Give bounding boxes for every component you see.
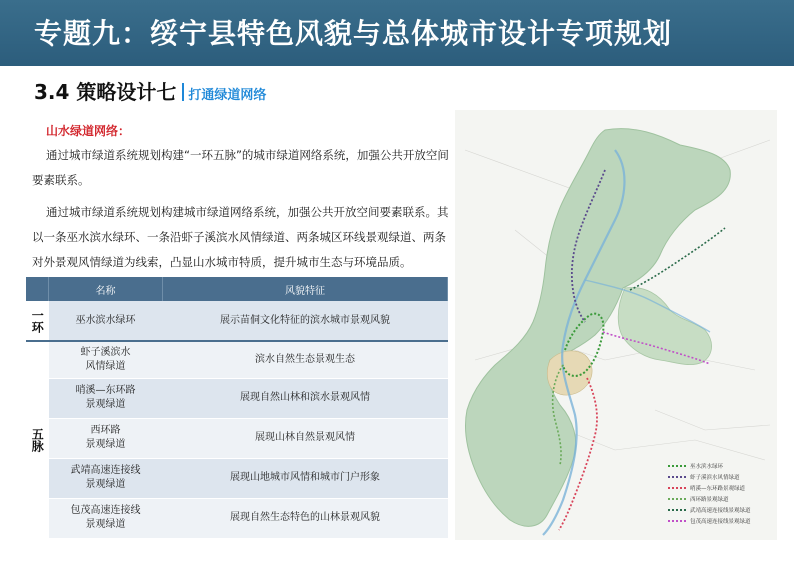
intro-paragraph: 通过城市绿道系统规划构建“一环五脉”的城市绿道网络系统，加强公共开放空间要素联系。 <box>32 148 449 187</box>
heading-divider <box>182 83 184 101</box>
table-cell-name: 哨溪—东环路 景观绿道 <box>49 378 163 418</box>
legend-item <box>668 515 778 526</box>
legend-item <box>668 493 778 504</box>
legend-label: 哨溪—东环路景观绿道 <box>690 485 746 492</box>
banner-title: 专题九：绥宁县特色风貌与总体城市设计专项规划 <box>34 17 673 50</box>
group-label-ring: 一环 <box>26 301 49 341</box>
table-cell-feature: 展现山地城市风情和城市门户形象 <box>163 458 448 498</box>
legend-item <box>668 504 778 515</box>
legend-line-icon <box>668 498 686 500</box>
legend-label: 西环路景观绿道 <box>690 496 729 503</box>
table-cell-name: 西环路 景观绿道 <box>49 418 163 458</box>
legend-label: 包茂高速连接线景观绿道 <box>690 518 751 525</box>
legend-line-icon <box>668 476 686 478</box>
section-number-title: 3.4 策略设计七 <box>34 80 177 104</box>
group-label-veins: 五脉 <box>26 341 49 538</box>
greenway-table <box>26 277 448 539</box>
table-cell-name: 巫水滨水绿环 <box>49 301 163 341</box>
legend-line-icon <box>668 487 686 489</box>
table-cell-feature: 展现山林自然景观风情 <box>163 418 448 458</box>
table-header-row <box>26 277 448 301</box>
map-legend <box>668 460 778 526</box>
section-tag: 打通绿道网络 <box>188 88 267 103</box>
legend-label: 虾子溪滨水风情绿道 <box>690 474 740 481</box>
table-cell-feature: 展现自然生态特色的山林景观风貌 <box>163 498 448 538</box>
table-cell-name: 武靖高速连接线 景观绿道 <box>49 458 163 498</box>
legend-item <box>668 471 778 482</box>
table-row <box>26 418 448 458</box>
legend-item <box>668 460 778 471</box>
table-cell-name: 包茂高速连接线 景观绿道 <box>49 498 163 538</box>
table-header-name: 名称 <box>49 277 163 301</box>
table-header-feature: 风貌特征 <box>163 277 448 301</box>
legend-label: 武靖高速连接线景观绿道 <box>690 507 751 514</box>
legend-item <box>668 482 778 493</box>
table-cell-feature: 滨水自然生态景观生态 <box>163 341 448 378</box>
title-banner <box>0 0 794 66</box>
legend-line-icon <box>668 465 686 467</box>
table-row <box>26 498 448 538</box>
table-row <box>26 341 448 378</box>
legend-label: 巫水滨水绿环 <box>690 463 724 470</box>
detail-paragraph: 通过城市绿道系统规划构建城市绿道网络系统，加强公共开放空间要素联系。其以一条巫水滨水绿环、一条沿虾子溪滨水风情绿道、两条城区环线景观绿道、两条对外景观风情绿道为线索，凸显山水城市特质，提升城市生态与环境品质。 <box>32 205 449 269</box>
table-row <box>26 458 448 498</box>
table-cell-feature: 展示苗侗文化特征的滨水城市景观风貌 <box>163 301 448 341</box>
legend-line-icon <box>668 520 686 522</box>
table-row <box>26 378 448 418</box>
legend-line-icon <box>668 509 686 511</box>
topic-label: 山水绿道网络： <box>46 124 131 138</box>
section-heading <box>34 76 266 105</box>
table-cell-name: 虾子溪滨水 风情绿道 <box>49 341 163 378</box>
table-cell-feature: 展现自然山林和滨水景观风情 <box>163 378 448 418</box>
table-header-group <box>26 277 49 301</box>
table-row <box>26 301 448 341</box>
